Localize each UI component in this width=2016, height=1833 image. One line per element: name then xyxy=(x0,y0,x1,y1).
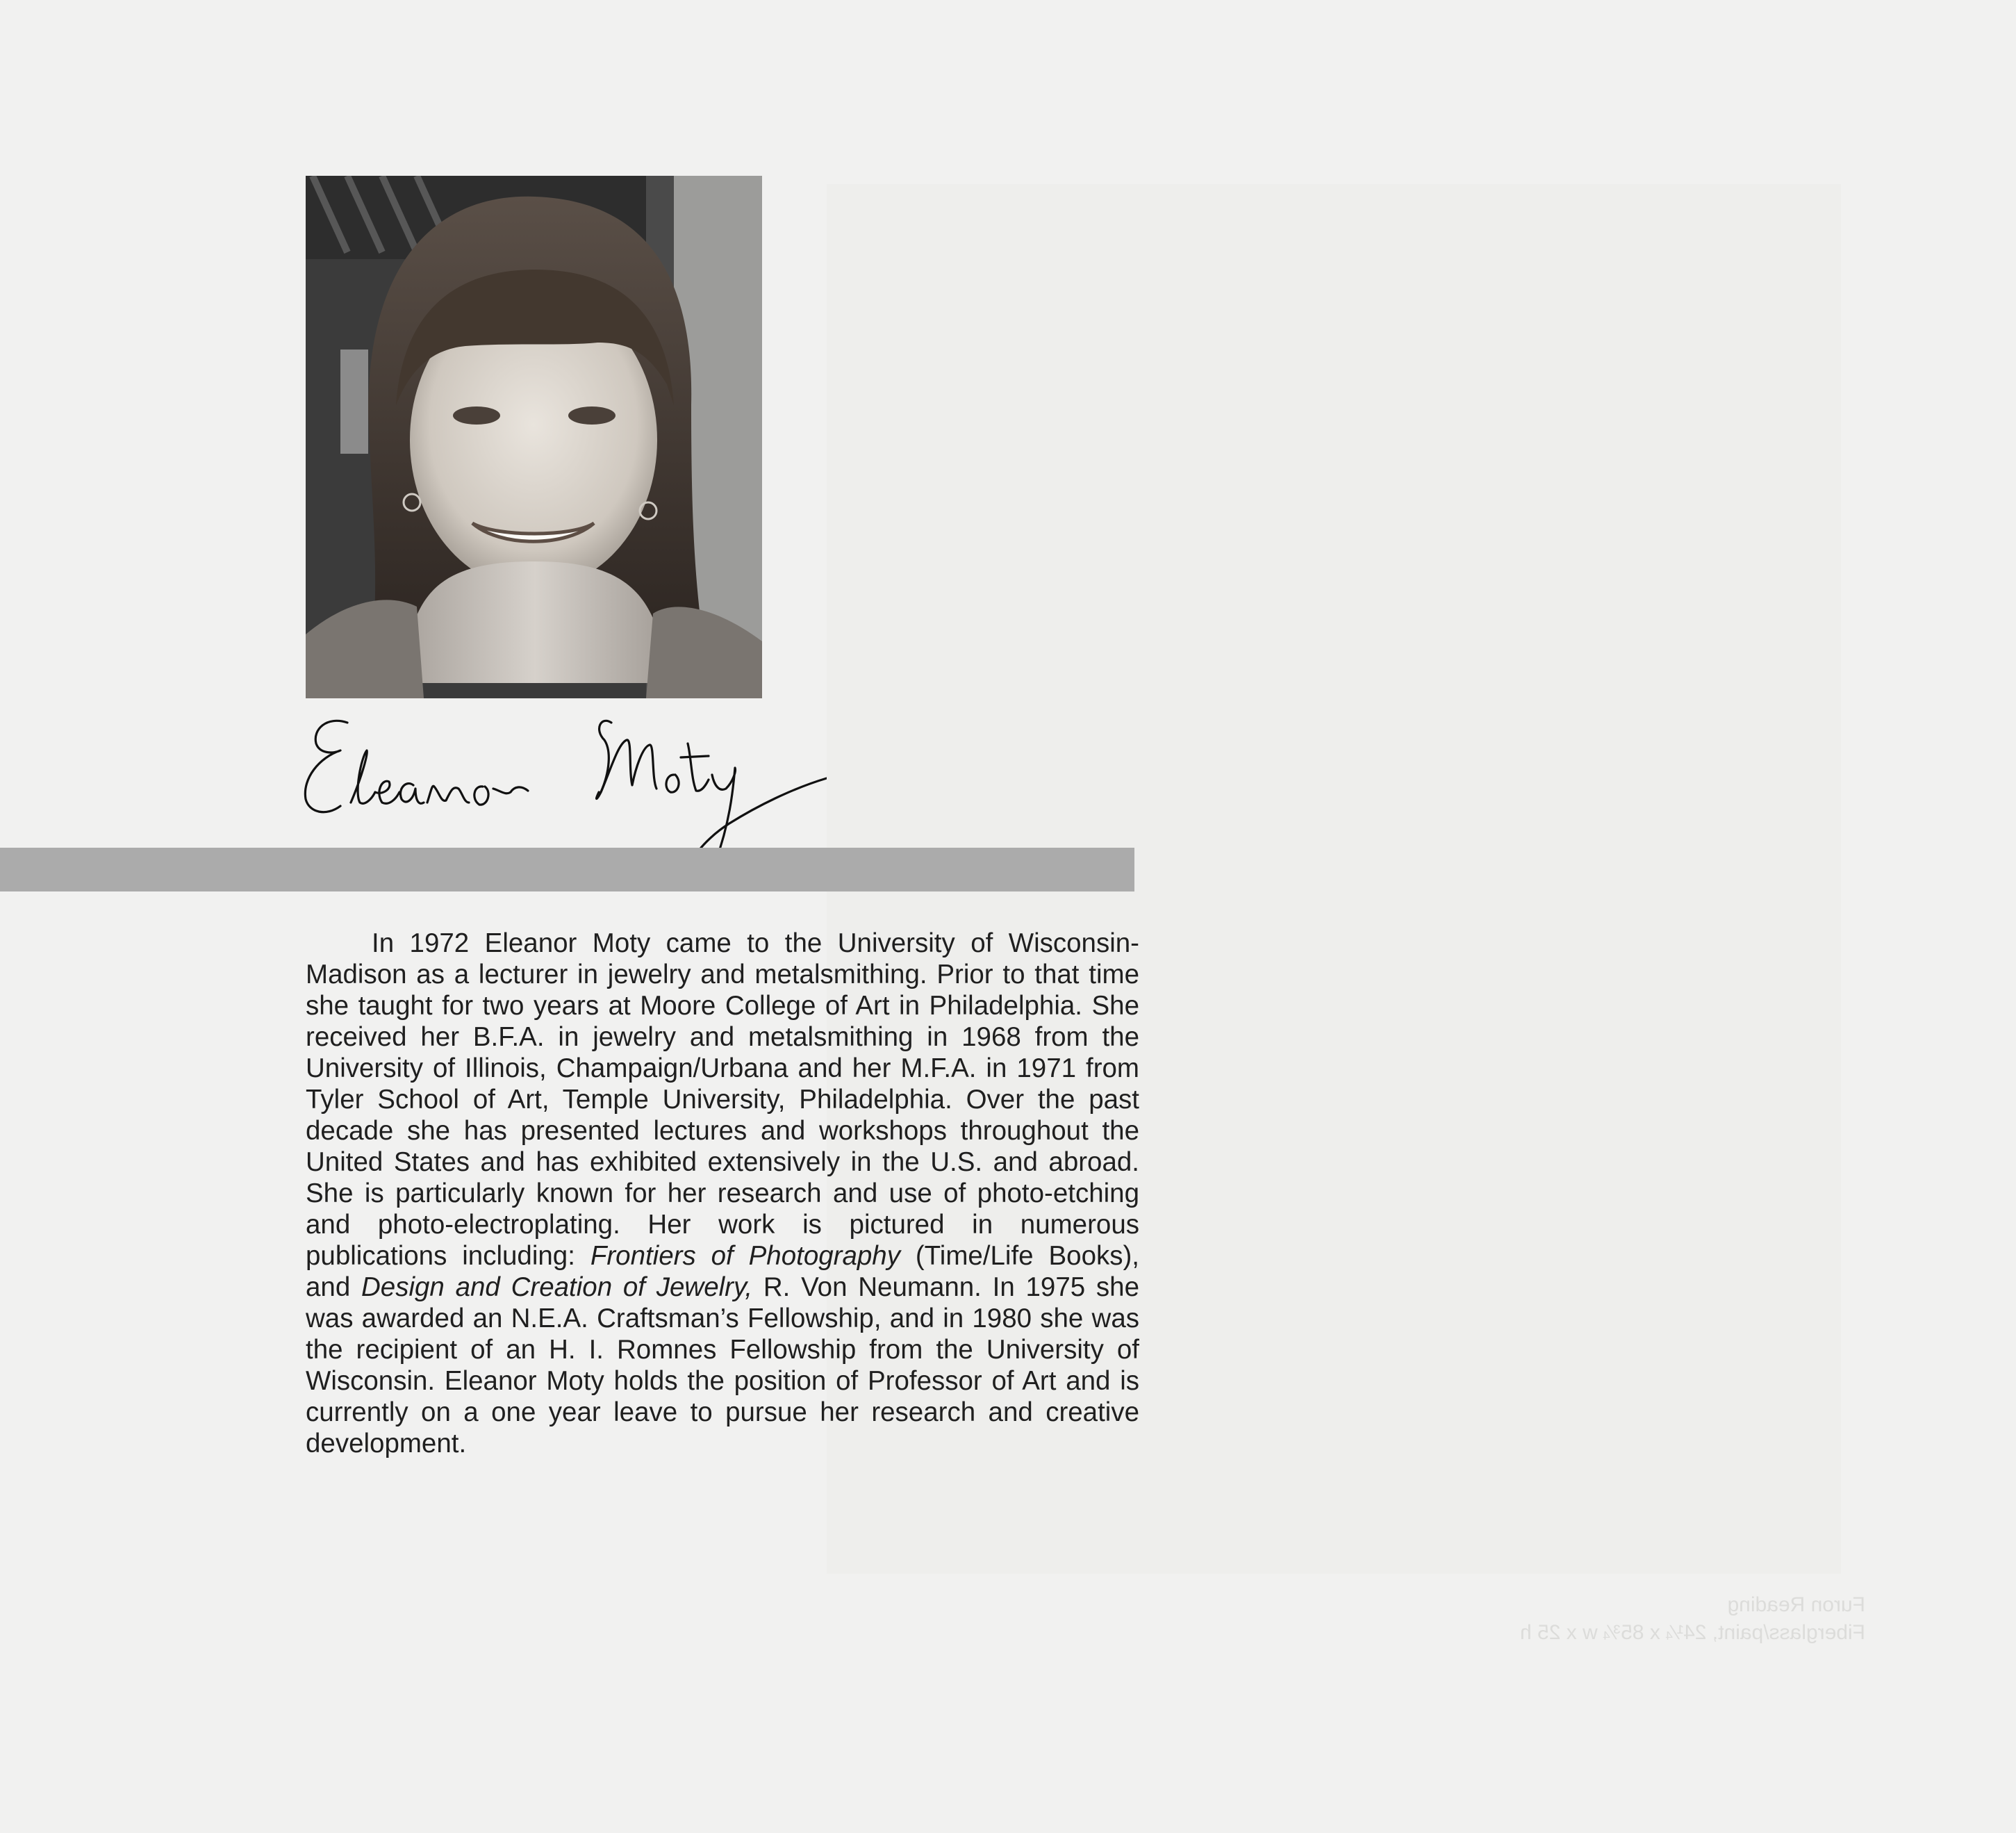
bleed-caption-line-2: Fiberglass/paint, 24¼ x 85¾ w x 25 h xyxy=(1520,1621,1865,1644)
portrait-image xyxy=(306,176,762,698)
bio-text-part-1: In 1972 Eleanor Moty came to the University of Wisconsin-Madison as a lecturer in jewelry and metalsmithing. Prior to that time she taught for two years at Moore College of Art in Philadelphia. She received her B.F.A. in jewelry and metalsmithing in 1968 from the University of Illinois, Champaign/Urbana and her M.F.A. in 1971 from Tyler School of Art, Temple University, Philadelphia. Over the past decade she has presented lectures and workshops throughout the United States and has exhibited extensively in the U.S. and abroad. She is particularly known for her research and use of photo-etching and photo-electroplating. Her work is pictured in numerous publications including: xyxy=(306,928,1139,1271)
divider-bar xyxy=(0,848,1134,891)
bio-text-part-3: R. Von Neumann. In 1975 she was awarded an N.E.A. Craftsman’s Fellowship, and in 1980 she was the recipient of an H. I. Romnes Fellowship from the University of Wisconsin. Eleanor Moty holds the position of Professor of Art and is currently on a one year leave to pursue her research and creative development. xyxy=(306,1272,1139,1458)
bio-text-part-2: (Time/Life Books), and xyxy=(306,1241,1139,1302)
bleed-caption-line-1: Furon Reading xyxy=(1727,1593,1865,1616)
bleed-through-caption xyxy=(1296,1591,1865,1647)
portrait-photo xyxy=(306,176,762,698)
publication-title-2: Design and Creation of Jewelry, xyxy=(361,1272,753,1302)
biography-paragraph xyxy=(306,928,1139,1459)
publication-title-1: Frontiers of Photography xyxy=(590,1241,900,1271)
